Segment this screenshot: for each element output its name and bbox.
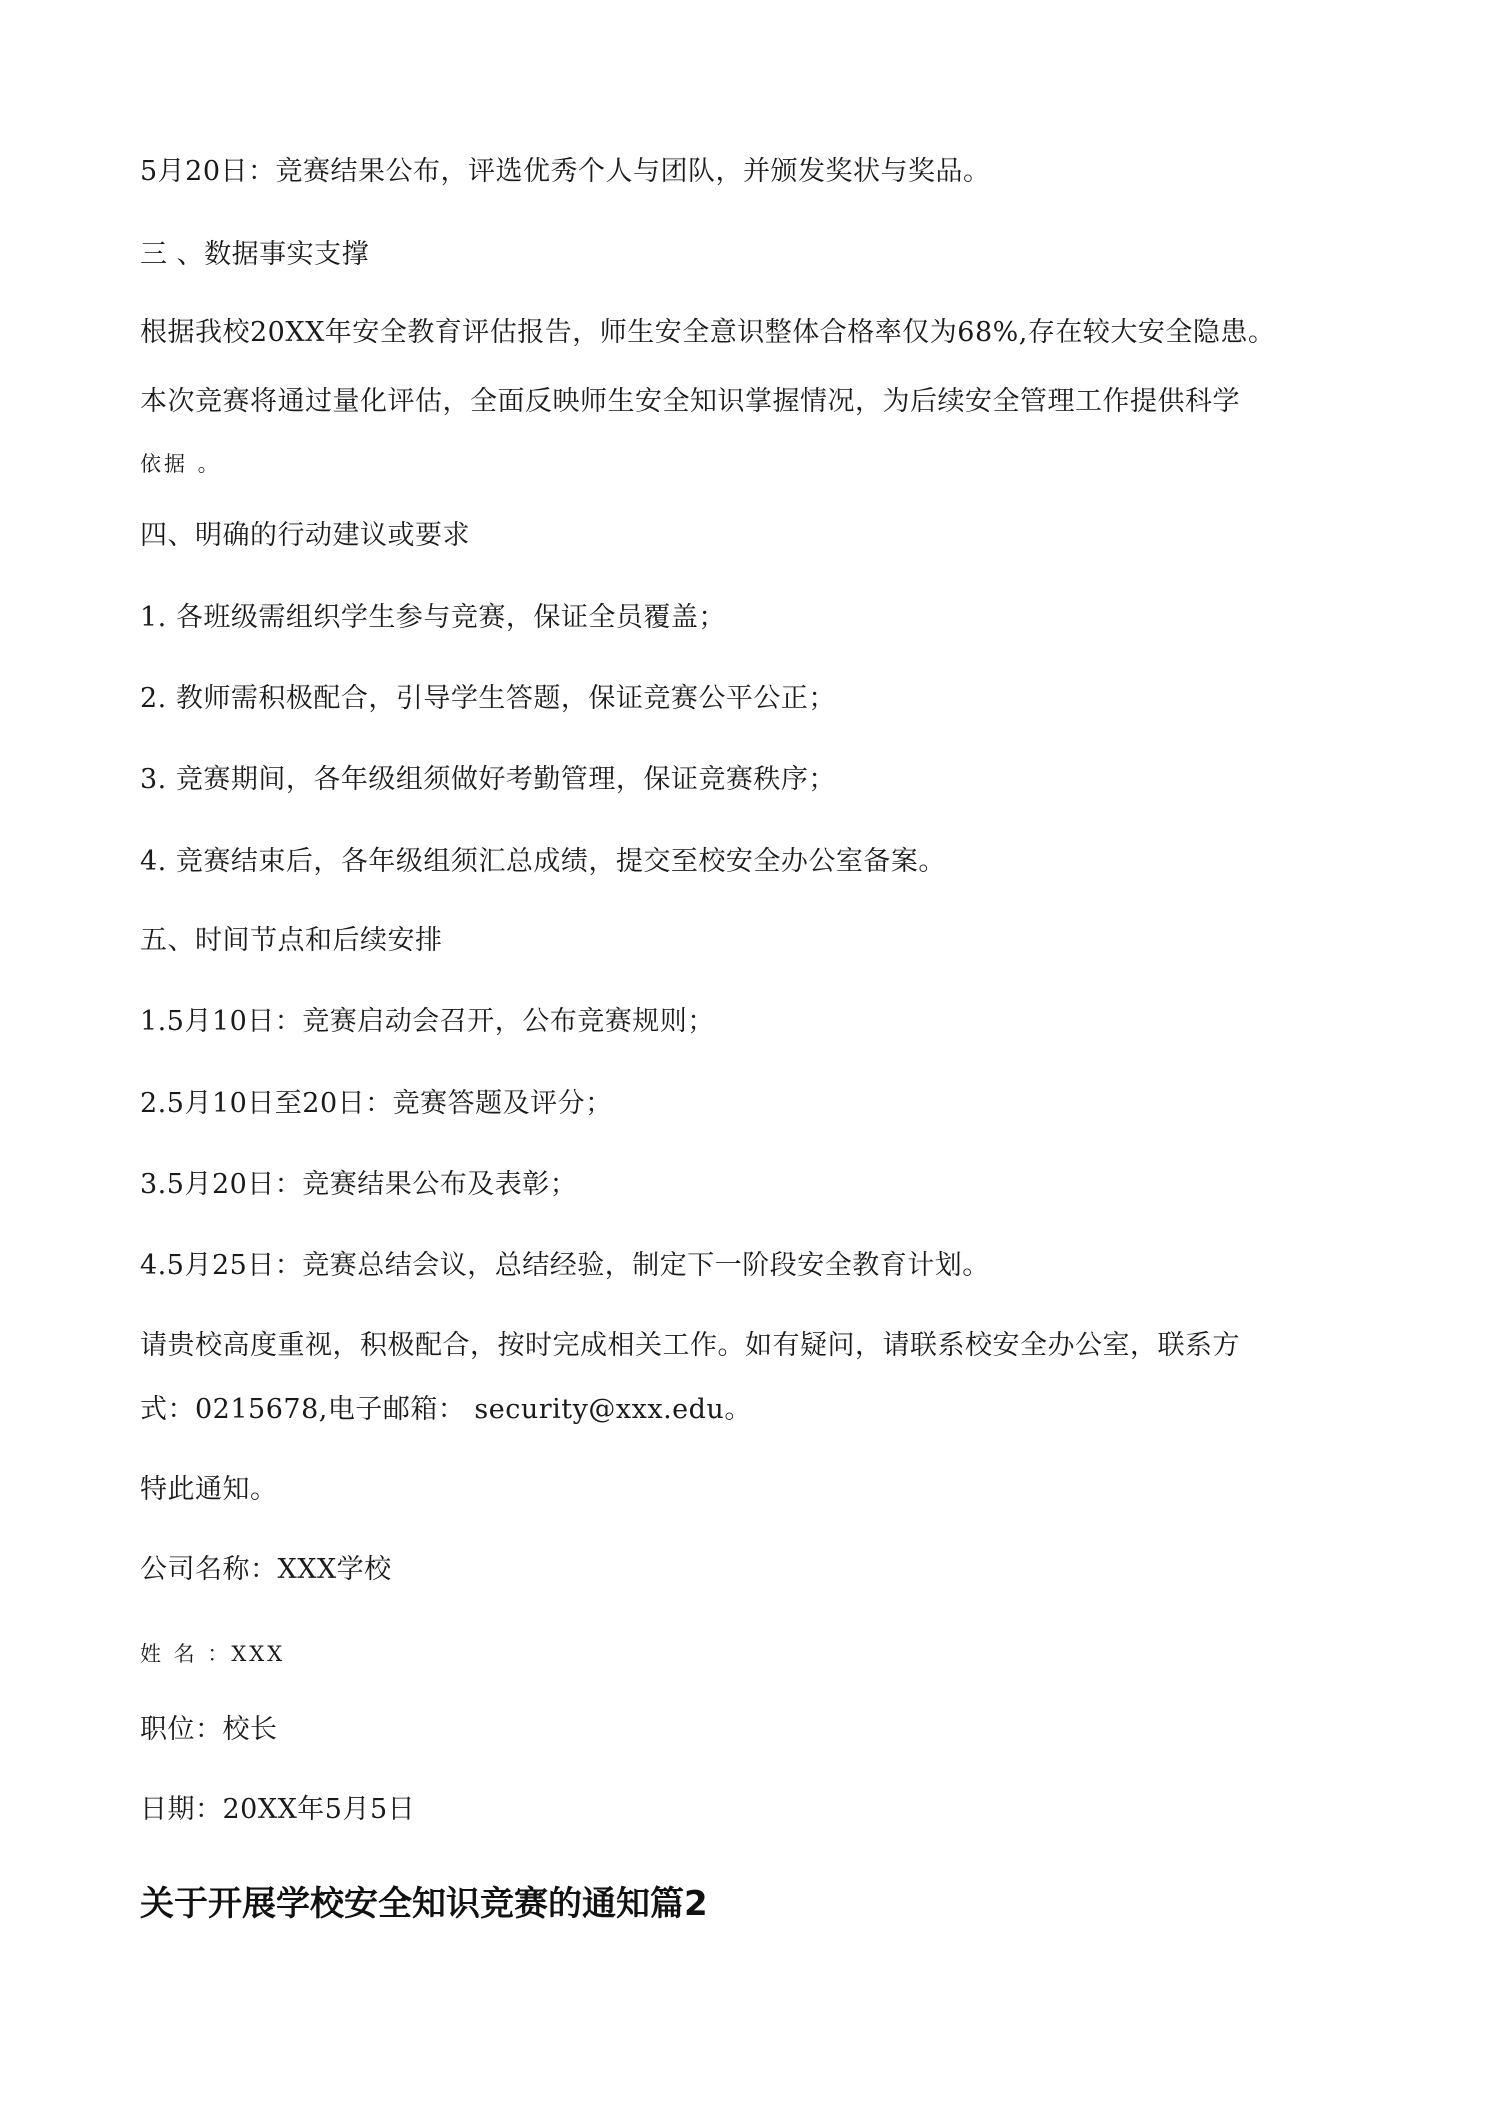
list-item-schedule-1: 1.5月10日：竞赛启动会召开，公布竞赛规则； xyxy=(140,1006,715,1037)
list-item-requirement-4: 4. 竞赛结束后，各年级组须汇总成绩，提交至校安全办公室备案。 xyxy=(140,846,946,877)
signature-name: 姓 名 ：XXX xyxy=(140,1642,286,1666)
list-item-requirement-2: 2. 教师需积极配合，引导学生答题，保证竞赛公平公正； xyxy=(140,683,836,714)
section-heading-data-support: 三 、数据事实支撑 xyxy=(140,239,370,270)
closing-statement: 特此通知。 xyxy=(140,1474,278,1505)
list-item-requirement-3: 3. 竞赛期间，各年级组须做好考勤管理，保证竞赛秩序； xyxy=(140,764,836,795)
paragraph-contact-line-2: 式：0215678,电子邮箱： security@xxx.edu。 xyxy=(140,1394,752,1425)
paragraph-data-line-1: 根据我校20XX年安全教育评估报告，师生安全意识整体合格率仅为68%,存在较大安全隐患。 xyxy=(140,317,1276,348)
signature-date: 日期：20XX年5月5日 xyxy=(140,1794,416,1825)
signature-organization: 公司名称：XXX学校 xyxy=(140,1554,392,1585)
signature-position: 职位：校长 xyxy=(140,1714,278,1745)
document-section-title: 关于开展学校安全知识竞赛的通知篇2 xyxy=(140,1884,708,1924)
paragraph-contact-line-1: 请贵校高度重视，积极配合，按时完成相关工作。如有疑问，请联系校安全办公室，联系方 xyxy=(140,1330,1240,1361)
list-item-schedule-3: 3.5月20日：竞赛结果公布及表彰； xyxy=(140,1169,578,1200)
section-heading-schedule: 五、时间节点和后续安排 xyxy=(140,925,443,956)
paragraph-result-announcement: 5月20日：竞赛结果公布，评选优秀个人与团队，并颁发奖状与奖品。 xyxy=(140,156,991,187)
list-item-schedule-2: 2.5月10日至20日：竞赛答题及评分； xyxy=(140,1088,613,1119)
paragraph-data-line-2: 本次竞赛将通过量化评估，全面反映师生安全知识掌握情况，为后续安全管理工作提供科学 xyxy=(140,386,1240,417)
list-item-requirement-1: 1. 各班级需组织学生参与竞赛，保证全员覆盖； xyxy=(140,602,726,633)
list-item-schedule-4: 4.5月25日：竞赛总结会议，总结经验，制定下一阶段安全教育计划。 xyxy=(140,1250,990,1281)
section-heading-action-requirements: 四、明确的行动建议或要求 xyxy=(140,520,470,551)
paragraph-data-line-3: 依据 。 xyxy=(140,452,222,476)
